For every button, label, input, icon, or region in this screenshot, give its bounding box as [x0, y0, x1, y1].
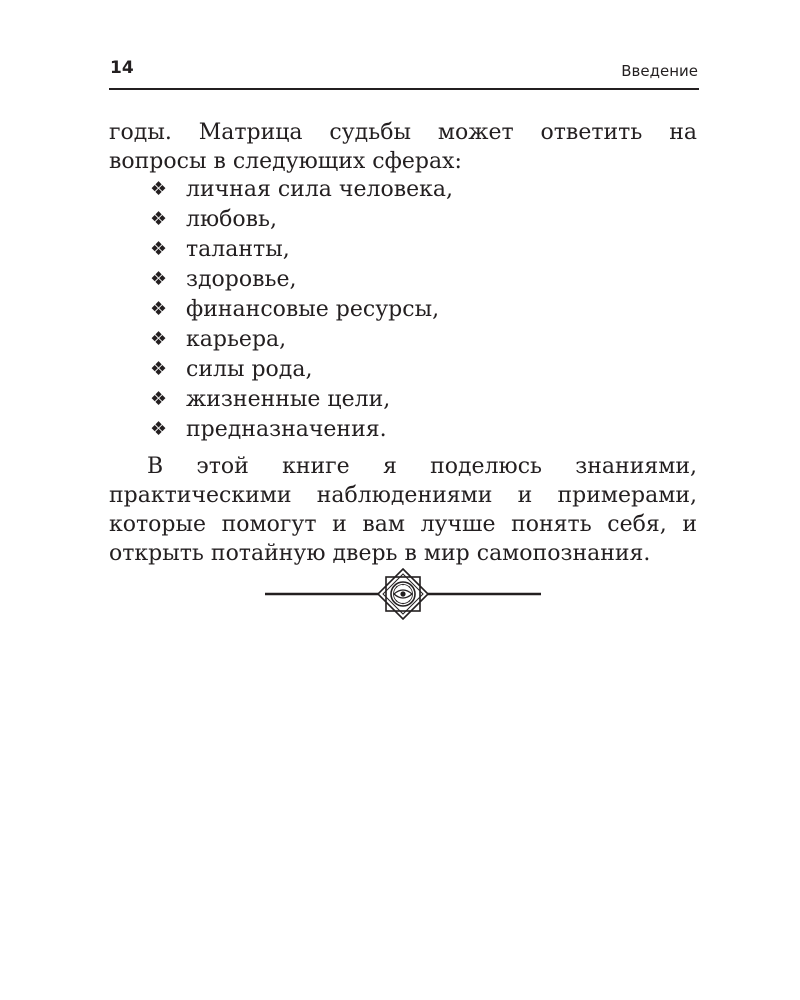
diamond-bullet-icon: ❖	[150, 388, 168, 410]
list-item-text: карьера,	[186, 327, 287, 352]
eye-in-diamond-ornament-icon	[265, 568, 541, 620]
diamond-bullet-icon: ❖	[150, 268, 168, 290]
ornament-diamond	[378, 569, 428, 619]
diamond-bullet-icon: ❖	[150, 208, 168, 230]
diamond-bullet-icon: ❖	[150, 328, 168, 350]
list-item-text: здоровье,	[186, 267, 297, 292]
diamond-bullet-icon: ❖	[150, 178, 168, 200]
list-item-text: силы рода,	[186, 357, 313, 382]
list-item-text: финансовые ресурсы,	[186, 297, 440, 322]
page-number: 14	[110, 58, 134, 78]
header-rule	[109, 88, 699, 90]
list-item-text: таланты,	[186, 237, 290, 262]
diamond-bullet-icon: ❖	[150, 238, 168, 260]
diamond-bullet-icon: ❖	[150, 298, 168, 320]
paragraph-intro: годы. Матрица судьбы может ответить на вопросы в следующих сферах:	[109, 120, 697, 174]
running-head: Введение	[621, 62, 698, 80]
list-item-text: предназначения.	[186, 417, 387, 442]
paragraph-closing: В этой книге я поделюсь знаниями, практическими наблюдениями и примерами, которые помогут и вам лучше понять себя, и открыть потайную дверь в мир самопознания.	[109, 454, 697, 566]
list-item-text: личная сила человека,	[186, 177, 453, 202]
diamond-bullet-icon: ❖	[150, 418, 168, 440]
diamond-bullet-icon: ❖	[150, 358, 168, 380]
list-item-text: жизненные цели,	[186, 387, 391, 412]
list-item-text: любовь,	[186, 207, 277, 232]
